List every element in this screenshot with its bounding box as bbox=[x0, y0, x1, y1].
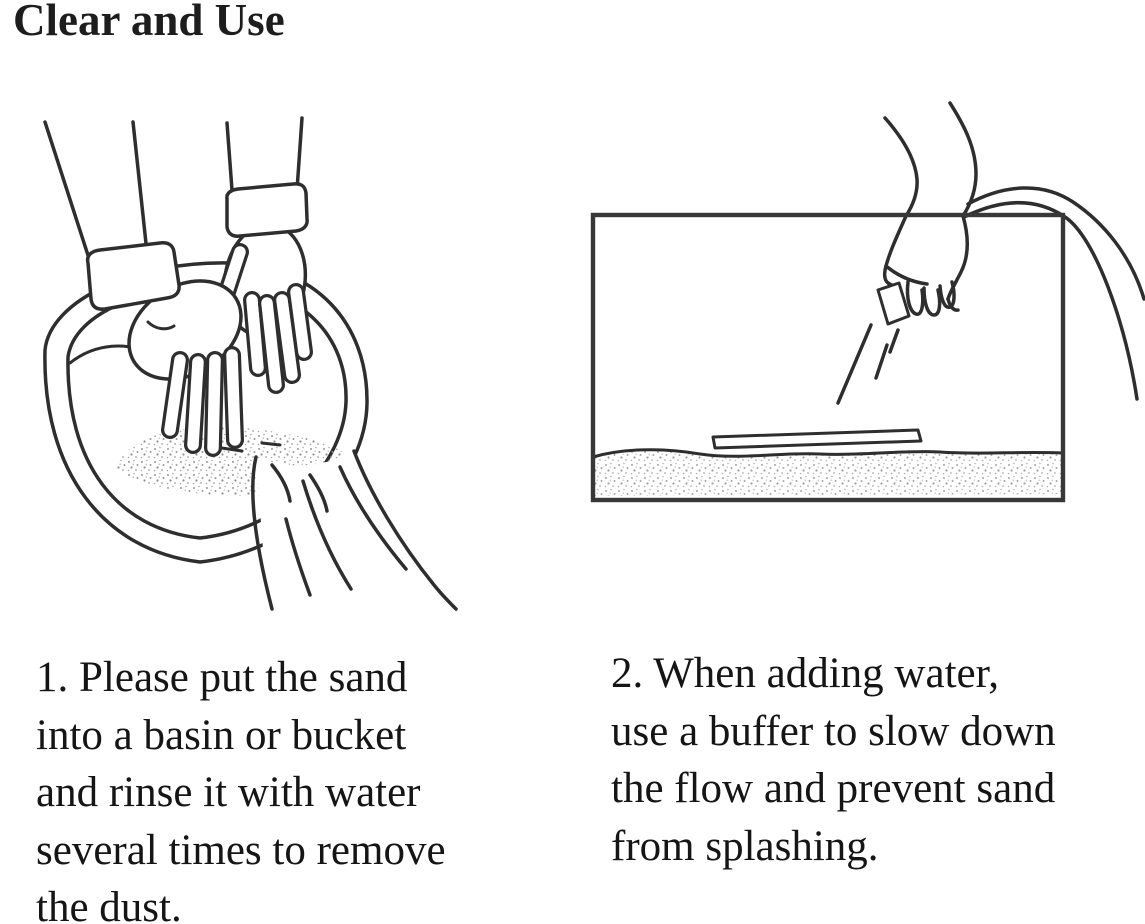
buffer-plate bbox=[713, 430, 921, 448]
step-1-line-4: several times to remove bbox=[36, 826, 446, 874]
step-1-line-3: and rinse it with water bbox=[36, 769, 421, 816]
step-1-line-2: into a basin or bucket bbox=[36, 711, 407, 759]
nozzle bbox=[878, 283, 909, 324]
step-1-line-5: the dust. bbox=[36, 884, 182, 924]
add-water-drawing bbox=[565, 85, 1145, 565]
pouring-water-stream bbox=[253, 451, 456, 615]
sand-bed bbox=[593, 450, 1063, 496]
step-1-line-1: 1. Please put the sand bbox=[36, 654, 408, 701]
hose bbox=[964, 188, 1144, 399]
right-arm bbox=[227, 118, 302, 190]
step-1-caption bbox=[36, 649, 446, 924]
step-2-line-3: the flow and prevent sand bbox=[611, 765, 1056, 812]
illustration-rinse-basin bbox=[10, 95, 480, 640]
step-2-line-1: 2. When adding water, bbox=[611, 650, 999, 697]
pouring-arm bbox=[885, 103, 976, 216]
rinse-basin-drawing bbox=[10, 95, 480, 640]
illustration-add-water bbox=[565, 85, 1145, 565]
right-glove-cuff bbox=[227, 184, 307, 236]
pouring-hand bbox=[878, 216, 967, 324]
page-title: Clear and Use bbox=[13, 0, 285, 45]
left-glove-cuff bbox=[88, 243, 180, 309]
falling-stream bbox=[838, 325, 898, 403]
step-2-line-2: use a buffer to slow down bbox=[611, 707, 1056, 755]
step-2-caption bbox=[611, 645, 1056, 875]
step-2-line-4: from splashing. bbox=[611, 822, 879, 870]
